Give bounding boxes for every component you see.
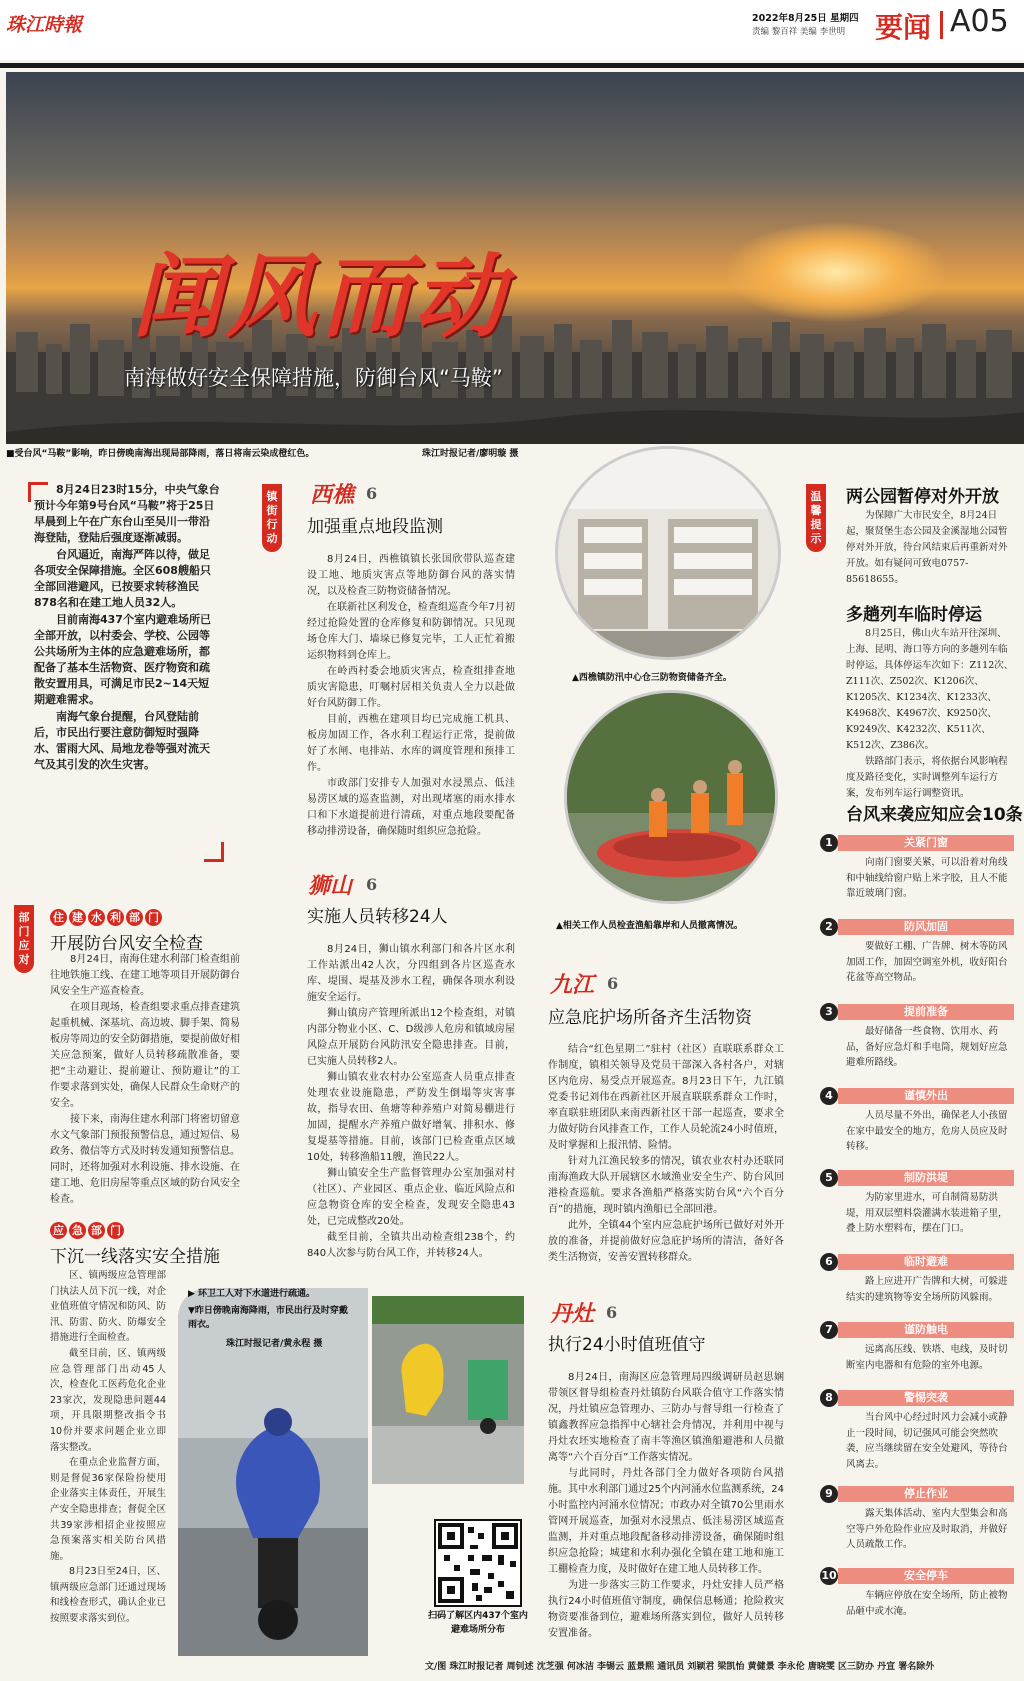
tip-heading: 谨慎外出 (838, 1088, 1014, 1104)
tip-number: 9 (820, 1485, 838, 1503)
label-char: 建 (69, 909, 86, 926)
tip-text: 人员尽量不外出，确保老人小孩留在家中最安全的地方，危房人员应及时转移。 (846, 1110, 1008, 1152)
page-number: A05 (950, 4, 1009, 39)
xiqiao-paragraph: 目前，西樵在建项目均已完成施工机具、板房加固工作，各水利工程运行正常，提前做好了水闸、电排站、水库的调度管理和预排工作。 (307, 714, 515, 773)
rain-credit: 珠江时报记者/黄永程 摄 (226, 1339, 323, 1349)
xiqiao-paragraph: 在岭西村委会地质灾害点，检查组排查地质灾害隐患，叮嘱村居相关负责人全力以赴做好台风防御工作。 (307, 666, 515, 709)
label-char: 门 (145, 909, 162, 926)
tip-text: 露天集体活动、室内大型集会和高空等户外危险作业应及时取消，并做好人员疏散工作。 (846, 1508, 1008, 1550)
water-paragraph: 8月24日，南海住建水利部门检查组前往地铁施工线、在建工地等项目开展防御台风安全生产巡查检查。 (50, 954, 240, 997)
tip-heading: 防风加固 (838, 919, 1014, 935)
place-marker: 6 (607, 974, 619, 993)
storage-shelves-image (558, 449, 781, 660)
tip-number: 1 (820, 834, 838, 852)
tip-number: 6 (820, 1253, 838, 1271)
emergency-paragraph: 截至目前，区、镇两级应急管理部门出动45人次，检查化工医药危化企业23家次，发现隐患问题44项，开具限期整改指令书10份并要求问题企业立即落实整改。 (50, 1347, 166, 1453)
tab-dept-response (14, 905, 34, 973)
label-char: 住 (50, 909, 67, 926)
place-name-jiujiang: 九江 (550, 972, 595, 998)
shishan-paragraph: 狮山镇房产管理所派出12个检查组，对镇内部分物业小区、C、D级涉人危房和镇域房屋风险点开展防台风防汛安全隐患排查。目前，已实施人员转移2人。 (307, 1008, 515, 1067)
masthead-rule (0, 63, 1024, 68)
intro-article (34, 482, 220, 774)
tip-number: 5 (820, 1169, 838, 1187)
section-divider (940, 11, 943, 39)
trains-paragraph: 铁路部门表示，将依据台风影响程度及路径变化，实时调整列车运行方案，发布列车运行调整资讯。 (846, 756, 1008, 799)
xiqiao-heading: 加强重点地段监测 (307, 517, 443, 537)
place-marker: 6 (366, 875, 378, 894)
tip-text: 远离高压线、铁塔、电线，及时切断室内电器和有危险的室外电源。 (846, 1344, 1008, 1371)
tip-number: 2 (820, 918, 838, 936)
hero-caption: ■受台风“马鞍”影响，昨日傍晚南海出现局部降雨，落日将南云染成橙红色。 (6, 449, 315, 459)
shishan-paragraph: 截至目前，全镇共出动检查组238个，约840人次参与防台风工作，并转移24人。 (307, 1232, 515, 1259)
shishan-paragraph: 狮山镇安全生产监督管理办公室加强对村（社区）、产业园区、重点企业、临近风险点和应急物资仓库的安全检查，发现安全隐患43处，已完成整改20处。 (307, 1168, 515, 1227)
jiujiang-paragraph: 此外，全镇44个室内应急庇护场所已做好对外开放的准备，并提前做好应急庇护场所的清洁，备好各类生活物资，安善安置转移群众。 (548, 1220, 784, 1263)
boat-photo (564, 690, 778, 904)
label-char: 水 (88, 909, 105, 926)
intro-paragraph: 8月24日23时15分，中央气象台预计今年第9号台风“马鞍”将于25日早晨到上午在广东台山至吴川一带沿海登陆，登陆后强度逐渐减弱。 (34, 483, 220, 544)
tip-heading: 临时避难 (838, 1254, 1014, 1270)
place-marker: 6 (606, 1303, 618, 1322)
tip-heading: 停止作业 (838, 1486, 1014, 1502)
shishan-article (307, 942, 515, 1262)
label-char: 利 (107, 909, 124, 926)
hero-credit: 珠江时报记者/廖明璇 摄 (422, 449, 519, 459)
tip-number: 8 (820, 1389, 838, 1407)
danzao-article (548, 1370, 784, 1642)
parks-paragraph: 为保障广大市民安全，8月24日起，聚贤堡生态公园及金溪湿地公园暂停对外开放，待台风结束后再重新对外开放。如有疑问可致电0757-85618655。 (846, 510, 1008, 585)
label-char: 应 (50, 1222, 67, 1239)
danzao-paragraph: 与此同时，丹灶各部门全力做好各项防台风措施。其中水利部门通过25个内河涌水位监测系统，24小时监控内河涌水位情况；市政办对全镇70公里雨水管网开展巡查，加强对水浸黑点、低洼易涝区域巡查监测，并对重点地段配备移动排涝设备，确保随时组织应急抢险；城建和水利办强化全镇在建工地和施工工棚检查力度，及时做好在建工地人员转移工作。 (548, 1468, 784, 1575)
water-article (50, 952, 240, 1208)
tab-label: 部门应对 (18, 911, 30, 966)
tip-text: 车辆应停放在安全场所，防止被物品砸中或水淹。 (846, 1590, 1008, 1617)
place-name-shishan: 狮山 (308, 873, 353, 899)
water-paragraph: 在项目现场，检查组要求重点排查建筑起重机械、深基坑、高边坡、脚手架、简易板房等周边的安全防御措施，要提前做好相关应急预案，做好人员转移疏散准备，要把“主动避让、提前避让、预防避让”的工作要求落到实处，确保人民群众生命财产的安全。 (50, 1002, 240, 1109)
tip-number: 3 (820, 1003, 838, 1021)
tip-text: 向南门窗要关紧，可以沿着对角线和中轴线给窗户贴上米字胶，且人不能靠近玻璃门窗。 (846, 857, 1008, 899)
intro-paragraph: 南海气象台提醒，台风登陆前后，市民出行要注意防御短时强降水、雷雨大风、局地龙卷等强对流天气及其引发的次生灾害。 (34, 710, 210, 771)
tab-town-action (262, 484, 282, 552)
tip-number: 4 (820, 1087, 838, 1105)
tip-text: 路上应进开广告牌和大树，可躲进结实的建筑物等安全场所防风躲雨。 (846, 1276, 1008, 1303)
sanitation-worker-image (372, 1296, 524, 1484)
place-marker: 6 (366, 484, 378, 503)
sewer-photo (372, 1296, 524, 1484)
tip-heading: 关紧门窗 (838, 835, 1014, 851)
tip-heading: 提前准备 (838, 1004, 1014, 1020)
intro-bracket-bottom (204, 842, 224, 862)
qr-caption: 扫码了解区内437个室内避难场所分布 (428, 1611, 528, 1635)
storage-photo (555, 446, 781, 660)
danzao-paragraph: 为进一步落实三防工作要求，丹灶安排人员严格执行24小时值班值守制度，确保信息畅通；抢险救灾物资要准备到位，避难场所落实到位，做好人员转移安置准备。 (548, 1580, 784, 1639)
emergency-dept-label (50, 1222, 124, 1240)
storage-caption: ▲西樵镇防汛中心仓三防物资储备齐全。 (572, 673, 732, 683)
tab-label: 镇街行动 (266, 490, 278, 545)
tab-warm-tips (806, 484, 826, 552)
jiujiang-heading: 应急庇护场所备齐生活物资 (548, 1008, 752, 1028)
tips-title: 台风来袭应知应会10条 (846, 805, 1023, 825)
shishan-paragraph: 8月24日，狮山镇水利部门和各片区水利工作站派出42人次，分四组到各片区巡查水库、堤围、堤基及涉水工程，确保各项水利设施安全运行。 (307, 944, 515, 1003)
label-char: 急 (69, 1222, 86, 1239)
jiujiang-paragraph: 针对九江渔民较多的情况，镇农业农村办还联同南海渔政大队开展辖区水域渔业安全生产、防台风回港检查巡航。要求各渔船严格落实防台风“六个百分百”的措施，现时镇内渔船已全部回港。 (548, 1156, 784, 1215)
masthead (0, 0, 1024, 60)
tip-number: 10 (820, 1567, 838, 1585)
tip-text: 最好储备一些食物、饮用水、药品，备好应急灯和手电筒，规划好应急避难所路线。 (846, 1026, 1008, 1068)
parks-article (846, 508, 1014, 588)
jiujiang-article (548, 1042, 784, 1266)
shishan-paragraph: 狮山镇农业农村办公室巡查人员重点排查处理农业设施隐患，严防发生倒塌等灾害事故，指导农田、鱼塘等种养殖户对简易棚进行加固，提醒水产养殖户做好增氧、排积水、修复堤基等措施。目前，该部门已检查重点区域10处，转移渔船11艘，渔民22人。 (307, 1072, 515, 1163)
trains-title: 多趟列车临时停运 (846, 605, 982, 625)
jiujiang-paragraph: 结合“红色星期二”驻村（社区）直联联系群众工作制度，镇相关领导及党员干部深入各村各户，对辖区内危房、易受点开展巡查。8月23日下午，九江镇党委书记刘伟在西新社区开展直联联系群众工作时，率直联驻班团队来南西新社区干部一起巡查，要求全力做好防台风排查工作，工作人员轮流24小时值班，及时掌握和上报汛情、险情。 (548, 1044, 784, 1151)
editors-line: 责编 黎百祥 美编 李世明 (752, 27, 846, 37)
danzao-heading: 执行24小时值班值守 (548, 1335, 706, 1355)
qr-code-icon (436, 1521, 520, 1605)
trains-article (846, 626, 1014, 802)
water-dept-label (50, 909, 162, 927)
footer-credits: 文/图 珠江时报记者 周钊述 沈芝强 何冰洁 李锡云 蓝景熙 通讯员 刘颖君 梁凯怡 黄健景 李永伦 唐晓雯 区三防办 丹宣 署名除外 (425, 1662, 935, 1672)
emergency-article (50, 1268, 166, 1627)
emergency-paragraph: 区、镇两级应急管理部门执法人员下沉一线，对企业值班值守情况和防风、防汛、防雷、防火、防爆安全措施进行全面检查。 (50, 1270, 166, 1344)
intro-paragraph: 台风逼近，南海严阵以待，做足各项安全保障措施。全区608艘船只全部回港避风，已按要求转移渔民878名和在建工地人员32人。 (34, 548, 211, 609)
section-name: 要闻 (875, 11, 932, 44)
tip-heading: 安全停车 (838, 1568, 1014, 1584)
water-heading: 开展防台风安全检查 (50, 934, 203, 954)
newspaper-logo: 珠江時報 (6, 14, 83, 36)
tab-label: 温馨提示 (810, 490, 822, 545)
sunset-glow (726, 222, 946, 322)
sewer-caption: ▶ 环卫工人对下水道进行疏通。 (188, 1289, 316, 1299)
intro-paragraph: 目前南海437个室内避难场所已全部开放，以村委会、学校、公园等公共场所为主体的应急避难场所，都配备了基本生活物资、医疗物资和疏散安置用具，可满足市民2~14天短期避难需求。 (34, 613, 211, 706)
hero-photo (6, 72, 1024, 444)
xiqiao-paragraph: 市政部门安排专人加强对水浸黑点、低洼易涝区域的巡查监测，对出现堵塞的雨水排水口和下水道提前进行清疏，对重点地段要配备移动排涝设备，确保随时组织应急抢险。 (307, 778, 515, 837)
place-name-xiqiao: 西樵 (310, 482, 355, 508)
rain-caption: ▼昨日傍晚南海降雨，市民出行及时穿戴雨衣。 (188, 1306, 348, 1330)
xiqiao-article (307, 552, 515, 840)
place-name-danzao: 丹灶 (550, 1301, 595, 1327)
shishan-heading: 实施人员转移24人 (307, 907, 448, 927)
emergency-paragraph: 在重点企业监督方面，则是督促36家保险扮使用企业落实主体责任，开展生产安全隐患排查；督促全区共39家涉相招企业按照应急预案落实相关防台风措施。 (50, 1457, 166, 1562)
tip-number: 7 (820, 1321, 838, 1339)
tip-text: 当台风中心经过时风力会减小或静止一段时间，切记强风可能会突然吹袭，应当继续留在安全处避风，等待台风离去。 (846, 1412, 1008, 1470)
issue-date: 2022年8月25日 星期四 (752, 13, 859, 24)
qr-code[interactable] (434, 1519, 522, 1607)
water-paragraph: 接下来，南海住建水利部门将密切留意水文气象部门预报预警信息，通过短信、易政务、微信等方式及时转发通知预警信息。同时，还将加强对水利设施、排水设施、在建工地、危旧房屋等重点区域的防台风安全检查。 (50, 1114, 240, 1205)
label-char: 门 (107, 1222, 124, 1239)
tip-heading: 警惕突袭 (838, 1390, 1014, 1406)
hero-title: 闻风而动 (132, 244, 508, 350)
hero-subtitle: 南海做好安全保障措施，防御台风“马鞍” (124, 366, 503, 390)
tip-heading: 谨防触电 (838, 1322, 1014, 1338)
label-char: 部 (88, 1222, 105, 1239)
emergency-heading: 下沉一线落实安全措施 (50, 1247, 220, 1267)
danzao-paragraph: 8月24日，南海区应急管理局四级调研员赵思娴带领区督导组检查丹灶镇防台风联合值守工作落实情况，丹灶镇应急管理办、三防办与督导组一行检查了镇鑫教挥应急指挥中心辖社会舟情况，并利用中视与丹灶农坯实地检查了南丰等渔区镇渔船避港和人员撤离等“六个百分百”工作落实情况。 (548, 1372, 784, 1463)
trains-paragraph: 8月25日，佛山火车站开往深圳、上海、昆明、海口等方向的多趟列车临时停运，具体停运车次如下：Z112次、Z111次、Z502次、K1206次、K1205次、K1234次、K1233次、K4968次、K4967次、K9250次、K9249次、K4232次、K511次、K512次、Z386次。 (846, 628, 1014, 751)
label-char: 部 (126, 909, 143, 926)
emergency-paragraph: 8月23日至24日，区、镇两级应急部门还通过现场和线检查形式，确认企业已按照要求落实到位。 (50, 1566, 166, 1625)
xiqiao-paragraph: 在联新社区利发仓，检查组巡查今年7月初经过抢险处置的仓库修复和防御情况。只见现场仓库大门、墙垛已修复完毕，工人正忙着搬运织物料到仓库上。 (307, 602, 515, 661)
tip-text: 要做好工棚、广告牌、树木等防风加固工作，加固空调室外机，收好阳台花盆等高空物品。 (846, 941, 1008, 983)
rescue-boat-image (567, 693, 778, 904)
tip-heading: 制防洪堤 (838, 1170, 1014, 1186)
parks-title: 两公园暂停对外开放 (846, 487, 999, 507)
tip-text: 为防家里进水，可自制简易防洪堤，用双层塑料袋灌满水装进箱子里，叠上防水塑料布，摆在门口。 (846, 1192, 1008, 1234)
boat-caption: ▲相关工作人员检查渔船靠岸和人员撤离情况。 (556, 921, 743, 931)
xiqiao-paragraph: 8月24日，西樵镇镇长张国欣带队巡查建设工地、地质灾害点等地防御台风的落实情况，以及检查三防物资储备情况。 (307, 554, 515, 597)
